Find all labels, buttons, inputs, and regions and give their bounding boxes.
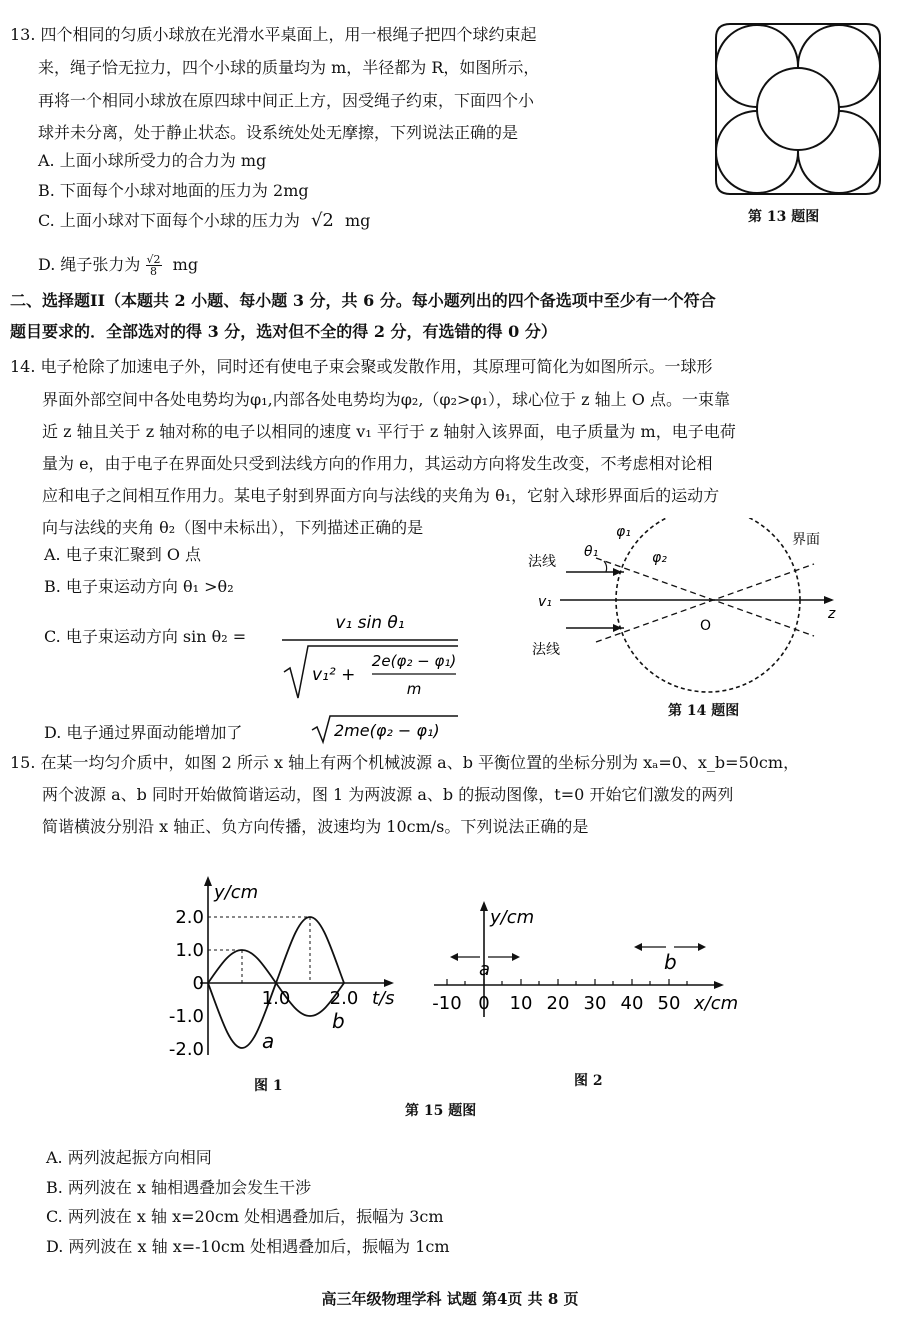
q15-line-3: 简谐横波分别沿 x 轴正、负方向传播，波速均为 10cm/s。下列说法正确的是 — [42, 817, 589, 836]
q14-label-phi2: φ₂ — [652, 550, 667, 566]
q15-fig2-xtick-40: 40 — [620, 993, 644, 1014]
q13-option-a: A. 上面小球所受力的合力为 mg — [38, 151, 267, 170]
q14-option-c-den-v1: v₁² + — [312, 665, 356, 685]
q15-fig2-y-arrow — [480, 901, 488, 911]
q15-fig2-x-arrow — [714, 981, 724, 989]
q14-line-1: 14. 电子枪除了加速电子外，同时还有使电子束会聚或发散作用，其原理可简化为如图所示。一球形 — [10, 357, 713, 376]
q15-line-1: 15. 在某一均匀介质中，如图 2 所示 x 轴上有两个机械波源 a、b 平衡位置的坐标分别为 xₐ=0、x_b=50cm， — [10, 753, 800, 772]
section2-line-1: 二、选择题II（本题共 2 小题、每小题 3 分，共 6 分。每小题列出的四个备选项中至少有一个符合 — [10, 291, 716, 310]
q14-label-z: z — [828, 606, 836, 622]
q15-fig1-label-b: b — [332, 1009, 345, 1033]
q15-fig2-xtick-20: 20 — [546, 993, 570, 1014]
q15-fig2-ylabel: y/cm — [490, 907, 535, 928]
q13-line-1: 13. 四个相同的匀质小球放在光滑水平桌面上，用一根绳子把四个球约束起 — [10, 25, 537, 44]
q15-option-d: D. 两列波在 x 轴 x=-10cm 处相遇叠加后，振幅为 1cm — [46, 1237, 450, 1256]
q14-ray-top-arrow — [613, 568, 622, 576]
q14-label-normal-top: 法线 — [528, 554, 556, 570]
q14-label-boundary: 界面 — [792, 532, 820, 548]
q13-option-c-unit: mg — [344, 211, 371, 230]
q13-option-c-text: C. 上面小球对下面每个小球的压力为 — [38, 211, 300, 230]
q14-z-axis-arrow — [824, 596, 834, 604]
q14-option-a: A. 电子束汇聚到 O 点 — [44, 545, 202, 564]
q15-fig2-arrow-a-left-head — [450, 953, 458, 961]
q14-figure — [510, 518, 870, 698]
q13-option-d-fraction — [146, 254, 162, 277]
q15-fig1-ytick-2: 2.0 — [175, 907, 204, 928]
q14-line-3: 近 z 轴且关于 z 轴对称的电子以相同的速度 v₁ 平行于 z 轴射入该界面，电子质量为 m，电子电荷 — [42, 422, 736, 441]
q14-option-c-den-numerator: 2e(φ₂ − φ₁) — [371, 652, 457, 670]
q15-fig1-ylabel: y/cm — [214, 882, 259, 903]
q14-label-v1: v₁ — [538, 594, 552, 610]
q14-label-phi1: φ₁ — [616, 524, 631, 540]
q14-label-theta1: θ₁ — [584, 544, 599, 560]
q14-label-normal-bottom: 法线 — [532, 642, 560, 658]
q15-fig1-caption: 图 1 — [254, 1078, 283, 1094]
q14-caption: 第 14 题图 — [668, 703, 740, 719]
section2-line-2: 题目要求的．全部选对的得 3 分，选对但不全的得 2 分，有选错的得 0 分） — [10, 322, 557, 341]
q13-option-c-sqrt: √2 — [310, 210, 334, 231]
q15-fig1-xtick-2: 2.0 — [329, 988, 359, 1009]
q14-option-d-expr: 2me(φ₂ − φ₁) — [334, 721, 440, 740]
q15-fig1-label-a: a — [262, 1029, 275, 1053]
q13-option-d — [38, 252, 198, 277]
q13-option-d-unit: mg — [172, 255, 199, 274]
q14-option-c-formula — [262, 600, 462, 704]
q15-fig2-xtick-50: 50 — [657, 993, 681, 1014]
q14-line-5: 应和电子之间相互作用力。某电子射到界面方向与法线的夹角为 θ₁，它射入球形界面后的运动方 — [42, 486, 720, 505]
q13-option-b: B. 下面每个小球对地面的压力为 2mg — [38, 181, 309, 200]
q15-caption: 第 15 题图 — [405, 1103, 477, 1119]
q14-option-b: B. 电子束运动方向 θ₁ >θ₂ — [44, 577, 234, 596]
page-footer: 高三年级物理学科 试题 第4页 共 8 页 — [321, 1290, 579, 1308]
q15-fig2-xtick-10: 10 — [509, 993, 533, 1014]
q15-option-b: B. 两列波在 x 轴相遇叠加会发生干涉 — [46, 1178, 312, 1197]
q14-option-c-text: C. 电子束运动方向 sin θ₂ = — [44, 627, 247, 646]
q15-fig2-xtick-0: 0 — [478, 993, 490, 1014]
q15-fig2-arrow-b-right-head — [698, 943, 706, 951]
q13-line-4: 球并未分离，处于静止状态。设系统处处无摩擦，下列说法正确的是 — [38, 123, 519, 142]
q15-fig1-xtick-1: 1.0 — [261, 988, 291, 1009]
q15-fig2-arrow-b-left-head — [634, 943, 642, 951]
q15-fig1-ytick-0: 0 — [192, 973, 204, 994]
q14-option-d-text: D. 电子通过界面动能增加了 — [44, 723, 243, 742]
q15-fig2-xtick-30: 30 — [583, 993, 607, 1014]
q14-sphere-boundary — [616, 518, 800, 692]
q15-option-c: C. 两列波在 x 轴 x=20cm 处相遇叠加后，振幅为 3cm — [46, 1207, 444, 1226]
q15-figure-1 — [150, 870, 410, 1065]
q13-line-3: 再将一个相同小球放在原四球中间正上方，因受绳子约束，下面四个小 — [38, 91, 535, 110]
q14-line-6: 向与法线的夹角 θ₂（图中未标出），下列描述正确的是 — [42, 518, 424, 537]
q15-figure-2 — [428, 895, 748, 1025]
q13-option-d-numerator: √2 — [146, 253, 161, 266]
q14-theta1-arc — [604, 561, 607, 572]
q14-line-2: 界面外部空间中各处电势均为φ₁,内部各处电势均为φ₂,（φ₂>φ₁），球心位于 z 轴上 O 点。一束靠 — [42, 390, 730, 409]
q14-line-4: 量为 e，由于电子在界面处只受到法线方向的作用力，其运动方向将发生改变，不考虑相对论相 — [42, 454, 713, 473]
q15-fig1-y-arrow — [204, 876, 212, 886]
q15-fig2-caption: 图 2 — [574, 1073, 603, 1089]
q15-fig2-xlabel: x/cm — [694, 993, 739, 1014]
q14-label-O: O — [700, 618, 712, 634]
q13-option-c — [38, 208, 370, 231]
q15-fig2-label-b: b — [664, 950, 677, 974]
q15-option-a: A. 两列波起振方向相同 — [46, 1148, 212, 1167]
q14-option-d — [44, 720, 242, 743]
q15-fig1-t-arrow — [384, 979, 394, 987]
q15-fig1-xlabel: t/s — [372, 988, 395, 1009]
q15-fig1-ytick-m1: -1.0 — [168, 1006, 204, 1027]
q14-ray-bottom-arrow — [613, 624, 622, 632]
q14-option-c-numerator: v₁ sin θ₁ — [335, 613, 405, 633]
q13-figure — [708, 18, 888, 198]
q13-ball-center — [757, 68, 839, 150]
q13-line-2: 来，绳子恰无拉力，四个小球的质量均为 m，半径都为 R，如图所示， — [38, 58, 540, 77]
q15-fig2-arrow-a-right-head — [512, 953, 520, 961]
q15-line-2: 两个波源 a、b 同时开始做简谐运动，图 1 为两波源 a、b 的振动图像，t=0 开始它们激发的两列 — [42, 785, 734, 804]
q14-option-d-formula — [310, 712, 460, 746]
q15-fig1-ytick-m2: -2.0 — [168, 1039, 204, 1060]
q13-option-d-denominator: 8 — [150, 265, 158, 278]
q15-fig2-xtick-m10: -10 — [432, 993, 462, 1014]
q13-caption: 第 13 题图 — [748, 209, 820, 225]
q13-option-d-text: D. 绳子张力为 — [38, 255, 141, 274]
q14-option-c-den-denominator: m — [406, 680, 422, 698]
q15-fig2-label-a: a — [479, 959, 491, 980]
q15-fig1-ytick-1: 1.0 — [175, 940, 204, 961]
